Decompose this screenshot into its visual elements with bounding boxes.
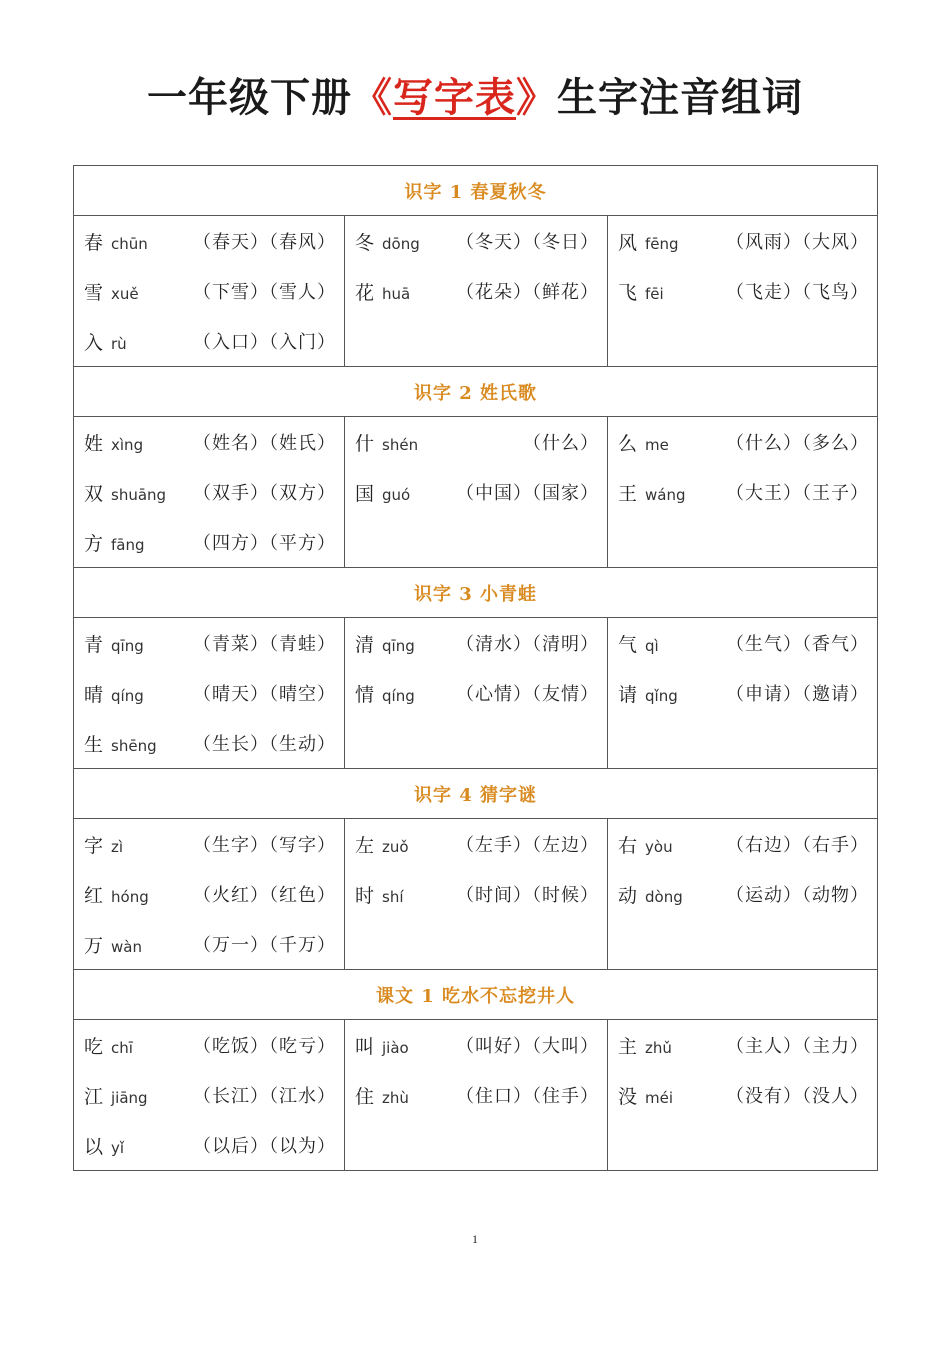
word-groups: （吃饭）（吃亏） [193,1036,336,1057]
character-cell [608,216,878,367]
character-cell [345,618,608,769]
section-body-row [74,1020,878,1171]
character: 请 [618,683,638,706]
character: 住 [355,1085,375,1108]
character-entry [345,1070,607,1120]
character-with-pinyin [618,278,664,305]
pinyin: jiào [382,1038,409,1057]
pinyin: zhǔ [645,1038,672,1057]
pinyin: wàn [111,937,142,956]
character-cell [608,618,878,769]
section-body-row [74,417,878,568]
section-heading: 识字 4 猜字谜 [74,769,878,819]
title-part2: 生字注音组词 [557,75,803,121]
character-entry [345,869,607,919]
pinyin: dōng [382,234,420,253]
pinyin: me [645,435,669,454]
character-entry [74,1070,344,1120]
title-open-bracket: 《 [352,75,393,121]
character-entry [345,618,607,668]
character: 青 [84,633,104,656]
character: 入 [84,331,104,354]
character-with-pinyin [84,529,145,556]
character-entry [74,618,344,668]
word-groups: （姓名）（姓氏） [193,433,336,454]
word-groups: （主人）（主力） [726,1036,869,1057]
character-entry [345,668,607,718]
character-with-pinyin [355,228,420,255]
word-groups: （四方）（平方） [193,533,336,554]
word-groups: （左手）（左边） [456,835,599,856]
character: 万 [84,934,104,957]
word-groups: （花朵）（鲜花） [456,282,599,303]
character-entry [345,417,607,467]
character-entry [345,266,607,316]
character-cell [608,417,878,568]
character-entry [345,467,607,517]
pinyin: fāng [111,535,145,554]
character: 方 [84,532,104,555]
pinyin: shí [382,887,404,906]
character-entry [608,668,877,718]
character: 花 [355,281,375,304]
character-with-pinyin [84,1082,148,1109]
character: 江 [84,1085,104,1108]
section-heading: 课文 1 吃水不忘挖井人 [74,970,878,1020]
section-heading: 识字 1 春夏秋冬 [74,166,878,216]
character-with-pinyin [355,278,410,305]
character-entry [74,266,344,316]
character-with-pinyin [618,630,659,657]
page-number: 1 [472,1232,478,1246]
character-with-pinyin [355,680,415,707]
word-groups: （什么）（多么） [726,433,869,454]
pinyin: shuāng [111,485,167,504]
character-cell [74,1020,345,1171]
character: 雪 [84,281,104,304]
character-entry [74,517,344,567]
pinyin: shén [382,435,419,454]
character-with-pinyin [355,831,409,858]
character-entry [74,919,344,969]
character-cell [345,1020,608,1171]
character-entry [608,417,877,467]
word-groups: （生字）（写字） [193,835,336,856]
character-with-pinyin [618,831,673,858]
word-groups: （心情）（友情） [456,684,599,705]
pinyin: chūn [111,234,148,253]
character-with-pinyin [618,881,683,908]
section-heading: 识字 2 姓氏歌 [74,367,878,417]
character-entry [74,1020,344,1070]
character: 什 [355,432,375,455]
word-groups: （下雪）（雪人） [193,282,336,303]
character-entry [74,316,344,366]
character-with-pinyin [84,1032,133,1059]
pinyin: huā [382,284,411,303]
character-entry [74,718,344,768]
pinyin: qíng [111,686,144,705]
word-groups: （风雨）（大风） [726,232,869,253]
word-groups: （入口）（入门） [193,332,336,353]
section-heading: 识字 3 小青蛙 [74,568,878,618]
section-header-row [74,970,878,1020]
character: 主 [618,1035,638,1058]
word-groups: （长江）（江水） [193,1086,336,1107]
character-entry [608,1070,877,1120]
character: 冬 [355,231,375,254]
character-with-pinyin [84,479,166,506]
character-entry [74,869,344,919]
word-groups: （时间）（时候） [456,885,599,906]
word-groups: （青菜）（青蛙） [193,634,336,655]
character-cell [608,819,878,970]
word-groups: （没有）（没人） [726,1086,869,1107]
character-entry [345,1020,607,1070]
character: 以 [84,1135,104,1158]
character-with-pinyin [84,630,144,657]
section-body-row [74,216,878,367]
pinyin: zhù [382,1088,409,1107]
word-groups: （春天）（春风） [193,232,336,253]
character: 情 [355,683,375,706]
section-header-row [74,568,878,618]
word-groups: （生长）（生动） [193,734,336,755]
section-header-row [74,367,878,417]
character: 王 [618,482,638,505]
pinyin: guó [382,485,411,504]
pinyin: qīng [382,636,415,655]
character-with-pinyin [355,429,418,456]
section-body-row [74,618,878,769]
pinyin: xuě [111,284,139,303]
character: 时 [355,884,375,907]
character-entry [608,467,877,517]
character: 叫 [355,1035,375,1058]
character: 动 [618,884,638,907]
pinyin: chī [111,1038,133,1057]
character-cell [74,819,345,970]
character-with-pinyin [84,831,123,858]
pinyin: dòng [645,887,683,906]
character-with-pinyin [355,630,415,657]
section-header-row [74,769,878,819]
word-groups: （万一）（千万） [193,935,336,956]
pinyin: zuǒ [382,837,409,856]
word-groups: （大王）（王子） [726,483,869,504]
character-entry [74,668,344,718]
character-with-pinyin [355,1032,409,1059]
character: 双 [84,482,104,505]
character-with-pinyin [84,328,127,355]
word-groups: （住口）（住手） [456,1086,599,1107]
character-with-pinyin [618,479,686,506]
character-entry [608,819,877,869]
character-with-pinyin [84,881,149,908]
word-groups: （叫好）（大叫） [456,1036,599,1057]
character-with-pinyin [84,730,157,757]
character-entry [345,819,607,869]
pinyin: yǐ [111,1138,125,1157]
character: 字 [84,834,104,857]
character-with-pinyin [618,1082,673,1109]
character-entry [74,417,344,467]
section-body-row [74,819,878,970]
character: 左 [355,834,375,857]
word-groups: （运动）（动物） [726,885,869,906]
word-groups: （中国）（国家） [456,483,599,504]
character-with-pinyin [355,1082,409,1109]
pinyin: qīng [111,636,144,655]
character-entry [608,869,877,919]
character: 没 [618,1085,638,1108]
character-with-pinyin [84,278,139,305]
word-groups: （双手）（双方） [193,483,336,504]
character: 姓 [84,432,104,455]
pinyin: fēi [645,284,664,303]
character-with-pinyin [618,1032,672,1059]
character-with-pinyin [618,680,678,707]
title-part1: 一年级下册 [147,75,352,121]
pinyin: qíng [382,686,415,705]
character-entry [608,1020,877,1070]
character: 春 [84,231,104,254]
pinyin: hóng [111,887,149,906]
page-title [0,66,950,123]
character-with-pinyin [355,881,404,908]
word-groups: （申请）（邀请） [726,684,869,705]
character-entry [608,216,877,266]
character-cell [345,819,608,970]
character-with-pinyin [355,479,410,506]
character-cell [74,618,345,769]
character-entry [608,618,877,668]
character-with-pinyin [84,680,144,707]
word-groups: （以后）（以为） [193,1136,336,1157]
character: 晴 [84,683,104,706]
character-cell [345,216,608,367]
character-with-pinyin [618,429,669,456]
character-entry [74,216,344,266]
pinyin: qǐng [645,686,678,705]
pinyin: zì [111,837,124,856]
word-groups: （生气）（香气） [726,634,869,655]
character-entry [74,819,344,869]
pinyin: xìng [111,435,144,454]
word-groups: （右边）（右手） [726,835,869,856]
title-close-bracket: 》 [516,75,557,121]
character: 右 [618,834,638,857]
character-cell [74,417,345,568]
pinyin: wáng [645,485,686,504]
word-groups: （冬天）（冬日） [456,232,599,253]
pinyin: qì [645,636,659,655]
word-groups: （飞走）（飞鸟） [726,282,869,303]
character-entry [74,467,344,517]
pinyin: shēng [111,736,157,755]
character: 飞 [618,281,638,304]
character: 生 [84,733,104,756]
character: 么 [618,432,638,455]
character: 红 [84,884,104,907]
character: 清 [355,633,375,656]
pinyin: rù [111,334,127,353]
pinyin: méi [645,1088,674,1107]
section-header-row [74,166,878,216]
character-with-pinyin [84,429,143,456]
character: 吃 [84,1035,104,1058]
title-highlight-text: 写字表 [393,75,516,121]
character-cell [74,216,345,367]
character-entry [608,266,877,316]
character-with-pinyin [84,228,148,255]
character-with-pinyin [84,1132,124,1159]
character-entry [74,1120,344,1170]
character: 风 [618,231,638,254]
character: 气 [618,633,638,656]
title-highlight [352,75,557,121]
word-groups: （什么） [523,433,599,454]
character-entry [345,216,607,266]
pinyin: fēng [645,234,679,253]
word-groups: （火红）（红色） [193,885,336,906]
character-table [73,165,878,1171]
pinyin: yòu [645,837,673,856]
word-groups: （晴天）（晴空） [193,684,336,705]
character-cell [345,417,608,568]
character-with-pinyin [84,931,142,958]
character-cell [608,1020,878,1171]
pinyin: jiāng [111,1088,148,1107]
character: 国 [355,482,375,505]
word-groups: （清水）（清明） [456,634,599,655]
character-with-pinyin [618,228,679,255]
